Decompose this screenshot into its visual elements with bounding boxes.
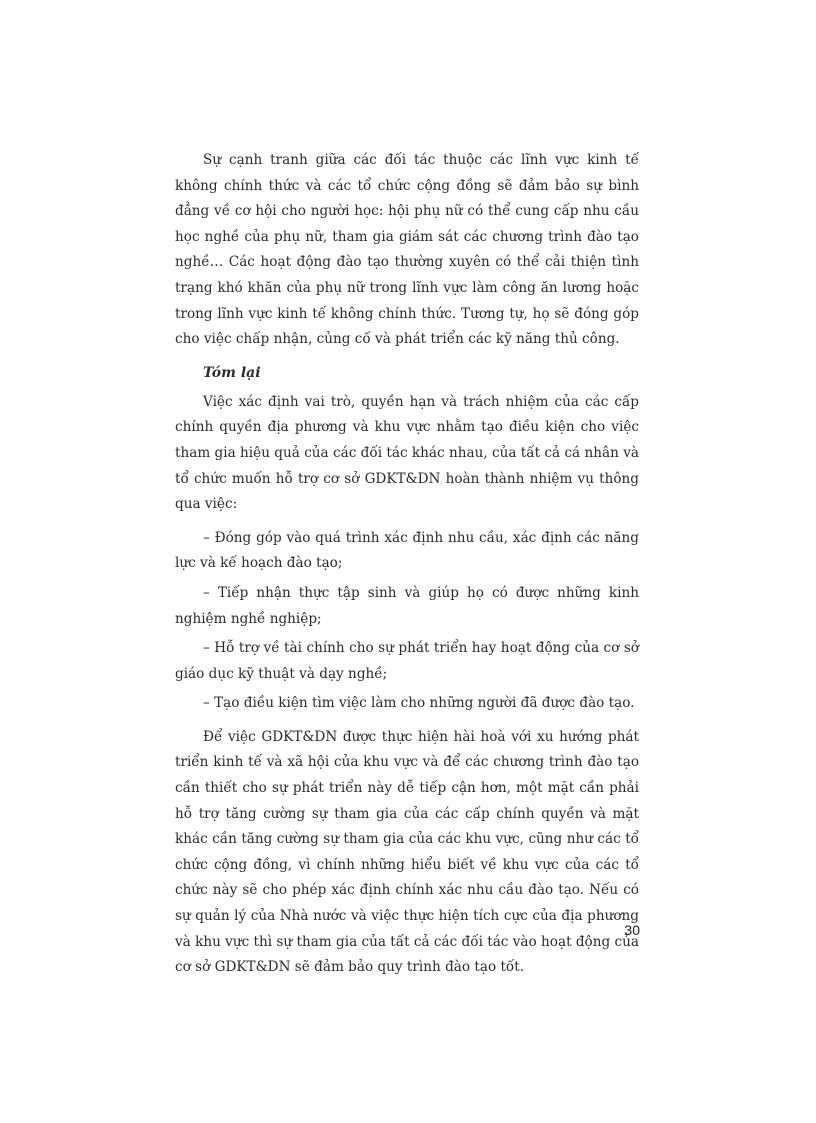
paragraph-harmony: Để việc GDKT&DN được thực hiện hài hoà với xu hướng phát triển kinh tế và xã hội của khu vực và để các chương trình đào tạo cần thiết cho sự phát triển này dễ tiếp cận hơn, một mặt cần phải hỗ trợ tăng cường sự tham gia của các cấp chính quyền và mặt khác cần tăng cường sự tham gia của các khu vực, cũng như các tổ chức cộng đồng, vì chính những hiểu biết về khu vực của các tổ chức này sẽ cho phép xác định chính xác nhu cầu đào tạo. Nếu có sự quản lý của Nhà nước và việc thực hiện tích cực của địa phương và khu vực thì sự tham gia của tất cả các đối tác vào hoạt động của cơ sở GDKT&DN sẽ đảm bảo quy trình đào tạo tốt. bbox=[175, 728, 639, 976]
page-body bbox=[175, 148, 639, 989]
paragraph-roles: Việc xác định vai trò, quyền hạn và trách nhiệm của các cấp chính quyền địa phương và khu vực nhằm tạo điều kiện cho việc tham gia hiệu quả của các đối tác khác nhau, của tất cả cá nhân và tổ chức muốn hỗ trợ cơ sở GDKT&DN hoàn thành nhiệm vụ thông qua việc: bbox=[175, 393, 639, 513]
page-number: 30 bbox=[624, 922, 640, 938]
list-item-needs: – Đóng góp vào quá trình xác định nhu cầu, xác định các năng lực và kế hoạch đào tạo; bbox=[175, 529, 639, 572]
list-item-finance: – Hỗ trợ về tài chính cho sự phát triển hay hoạt động của cơ sở giáo dục kỹ thuật và dạy nghề; bbox=[175, 640, 639, 682]
paragraph-competition: Sự cạnh tranh giữa các đối tác thuộc các lĩnh vực kinh tế không chính thức và các tổ chức cộng đồng sẽ đảm bảo sự bình đẳng về cơ hội cho người học: hội phụ nữ có thể cung cấp nhu cầu học nghề của phụ nữ, tham gia giám sát các chương trình đào tạo nghề… Các hoạt động đào tạo thường xuyên có thể cải thiện tình trạng khó khăn của phụ nữ trong lĩnh vực làm công ăn lương hoặc trong lĩnh vực kinh tế không chính thức. Tương tự, họ sẽ đóng góp cho việc chấp nhận, củng cố và phát triển các kỹ năng thủ công. bbox=[175, 152, 639, 348]
list-item-employment: – Tạo điều kiện tìm việc làm cho những người đã được đào tạo. bbox=[203, 695, 635, 712]
list-item-interns: – Tiếp nhận thực tập sinh và giúp họ có được những kinh nghiệm nghề nghiệp; bbox=[175, 584, 639, 627]
section-heading-summary: Tóm lại bbox=[203, 364, 261, 381]
